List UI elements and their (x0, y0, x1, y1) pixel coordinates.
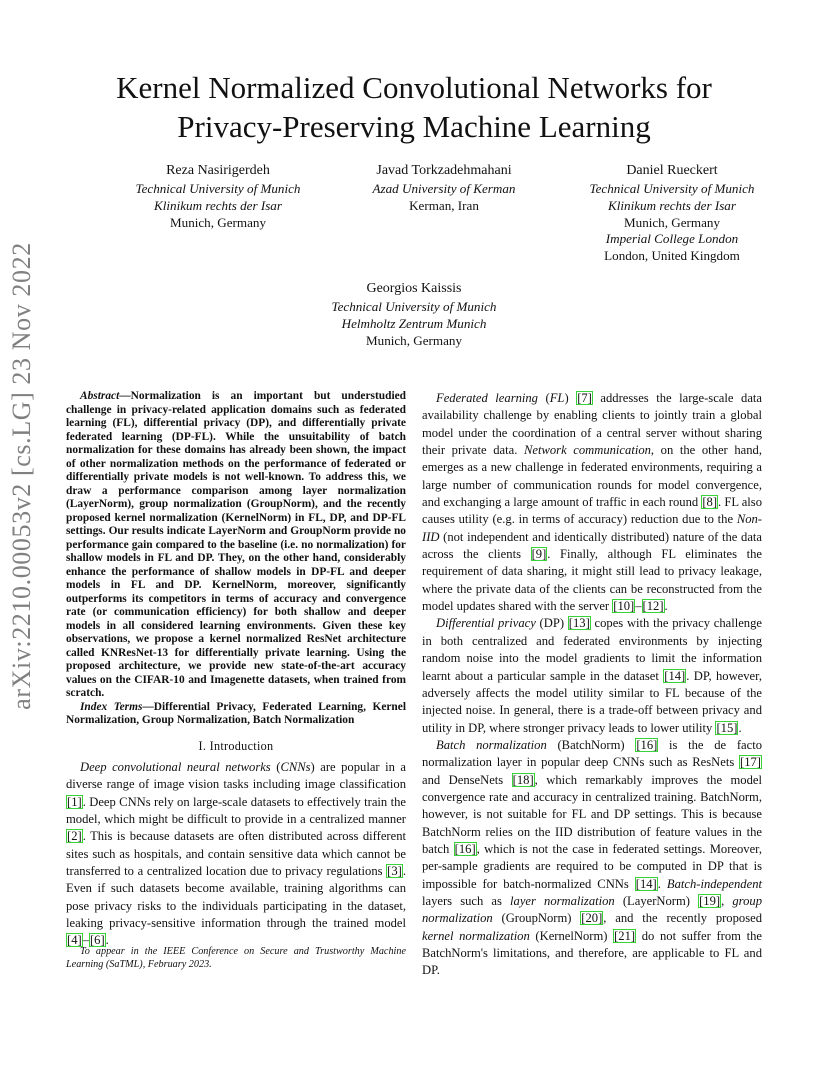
author-name: Reza Nasirigerdeh (166, 163, 270, 178)
text: copes with the privacy challenge in both centralized and federated environments by injecting random noise into the model gradients to limit the information learnt about a particular sample in the dataset (422, 616, 762, 683)
intro-text: . This is because datasets are often distributed across different sites such as hospitals, and contain sensitive data which cannot be transferred to a centralized location due to privacy regulations (66, 829, 406, 878)
text: . (664, 599, 668, 614)
term: Differential privacy (436, 616, 536, 631)
author-affiliation: Azad University of Kerman (372, 181, 516, 196)
text: (LayerNorm) (614, 893, 699, 908)
author-affiliation: Helmholtz Zentrum Munich (341, 315, 487, 331)
citation-link[interactable]: [21] (614, 928, 636, 943)
author-location: Munich, Germany (170, 214, 266, 230)
abstract-text: —Normalization is an important but understudied challenge in privacy-related application domains such as federated learning (FL), differential privacy (DP), and differentially private federated learning (DP-FL). While the unsuitability of batch normalization for these domains has already been shown, the impact of other normalization methods on the performance of federated or differentially private models is not well-known. To address this, we draw a performance comparison among layer normalization (LayerNorm), group normalization (GroupNorm), and the recently proposed kernel normalization (KernelNorm) in FL, DP, and DP-FL settings. Our results indicate LayerNorm and GroupNorm provide no performance gain compared to the baseline (i.e. no normalization) for shallow models in FL and DP. They, on the other hand, considerably enhance the performance of shallow models in DP-FL and deeper models in FL and DP. KernelNorm, moreover, significantly outperforms its competitors in terms of accuracy and convergence rate (or communication efficiency) for both shallow and deeper models in all considered learning environments. Given these key observations, we propose a kernel normalized ResNet architecture called KNResNet-13 for differentially private learning. Using the proposed architecture, we provide new state-of-the-art accuracy values on the CIFAR-10 and Imagenette datasets, when trained from scratch. (66, 390, 406, 699)
term: kernel normalization (422, 928, 530, 943)
term: Batch normalization (436, 737, 547, 752)
text: ) (564, 391, 577, 405)
paragraph-federated-learning (422, 390, 762, 615)
text: , on the other hand, emerges as a new challenge in federated environments, requiring a large number of communication rounds for model convergence, and exchanging a large amount of traffic in each round (422, 443, 762, 510)
paragraph-differential-privacy (422, 615, 762, 736)
text: (not independent and identically distributed) nature of the data across the clients (422, 529, 762, 562)
intro-text: ) are popular in a diverse range of image vision tasks including image classification (66, 759, 407, 792)
footnote: To appear in the IEEE Conference on Secure and Trustworthy Machine Learning (SaTML), February 2023. (66, 946, 406, 970)
left-column (66, 390, 406, 950)
author-name: Javad Torkzadehmahani (376, 163, 512, 178)
citation-link[interactable]: [12] (642, 599, 664, 614)
intro-term: CNNs (280, 759, 311, 774)
citation-link[interactable]: [3] (387, 863, 402, 878)
citation-link[interactable]: [20] (581, 911, 603, 926)
author-affiliation: Technical University of Munich (135, 181, 301, 196)
index-terms-heading: Index Terms (80, 700, 143, 713)
text: ( (537, 391, 550, 405)
term: layer normalization (510, 893, 615, 908)
text: do not suffer from the BatchNorm's limitations, and therefore, are applicable to FL and DP. (422, 928, 762, 978)
author-affiliation: Technical University of Munich (331, 299, 497, 314)
text: (KernelNorm) (529, 928, 614, 943)
text: , and the recently proposed (603, 911, 762, 926)
term: FL (549, 391, 565, 405)
term: Federated learning (436, 391, 538, 405)
citation-link[interactable]: [7] (577, 391, 592, 405)
section-heading-introduction: I. Introduction (198, 738, 274, 753)
intro-paragraph (66, 759, 406, 950)
author-name: Daniel Rueckert (626, 163, 718, 178)
author-location: Kerman, Iran (409, 197, 479, 213)
arxiv-identifier[interactable]: arXiv:2210.00053v2 [cs.LG] 23 Nov 2022 (7, 242, 36, 710)
title-line-1: Kernel Normalized Convolutional Networks for (116, 70, 712, 105)
term: Network communication (523, 443, 651, 458)
citation-link[interactable]: [6] (89, 933, 105, 948)
author-name: Georgios Kaissis (366, 281, 462, 296)
citation-link[interactable]: [8] (702, 495, 718, 510)
text: – (635, 599, 642, 614)
citation-link[interactable]: [16] (454, 841, 476, 856)
citation-link[interactable]: [13] (568, 616, 590, 631)
text: layers such as (422, 893, 511, 908)
right-column (422, 390, 762, 980)
index-terms-text: —Differential Privacy, Federated Learning, Kernel Normalization, Group Normalization, Batch Normalization (66, 700, 406, 726)
text: is the de facto normalization layer in popular deep CNNs such as ResNets (422, 737, 762, 770)
text: , which is not the case in federated settings. Moreover, per-sample gradients are required to be computed in DP that is impossible for batch-normalized CNNs (422, 841, 763, 891)
text: . Finally, although FL eliminates the requirement of data sharing, it might still lead to privacy leakage, where the private data of the clients can be reconstructed from the model updates shared with the server (422, 547, 762, 614)
text: (BatchNorm) (546, 737, 636, 752)
paper-title (60, 68, 768, 146)
text: addresses the large-scale data availability challenge by enabling clients to jointly train a global model under the coordination of a central server without sharing their private data. (422, 391, 763, 458)
citation-link[interactable]: [9] (531, 547, 547, 562)
author-affiliation: Technical University of Munich (589, 181, 755, 196)
paragraph-batch-normalization (422, 737, 762, 980)
author-affiliation: Klinikum rechts der Isar (608, 197, 736, 213)
citation-link[interactable]: [4] (67, 933, 82, 948)
abstract (66, 390, 406, 701)
author-affiliation: Imperial College London (605, 231, 739, 247)
author-location: Munich, Germany (624, 214, 720, 230)
intro-text: – (82, 933, 89, 948)
citation-link[interactable]: [18] (512, 772, 534, 787)
author-block-1 (106, 162, 330, 231)
author-location: London, United Kingdom (604, 248, 740, 264)
abstract-heading: Abstract (80, 390, 120, 402)
text: . FL also causes utility (e.g. in terms of accuracy) reduction due to the (422, 495, 762, 527)
index-terms (66, 701, 406, 728)
citation-link[interactable]: [14] (635, 876, 657, 891)
term: Batch-independent (666, 876, 762, 891)
author-location: Munich, Germany (366, 332, 462, 348)
author-block-3 (560, 162, 784, 265)
text: and DenseNets (422, 772, 512, 787)
citation-link[interactable]: [15] (716, 720, 738, 735)
intro-text: . (105, 933, 109, 948)
citation-link[interactable]: [10] (613, 599, 635, 614)
text: . (738, 720, 742, 735)
text: , (721, 893, 733, 908)
term: group normalization (422, 893, 762, 926)
author-affiliation: Klinikum rechts der Isar (154, 197, 282, 213)
text: . (657, 876, 667, 891)
intro-text: . Deep CNNs rely on large-scale datasets to effectively train the model, which might be difficult to provide in a centralized manner (66, 794, 406, 826)
citation-link[interactable]: [16] (636, 737, 658, 752)
citation-link[interactable]: [17] (740, 755, 761, 770)
citation-link[interactable]: [19] (699, 893, 721, 908)
term: Non-IID (422, 512, 762, 544)
text: , which remarkably improves the model convergence rate and accuracy in centralized training. BatchNorm, however, is not suitable for FL and DP settings. This is because BatchNorm relies on the IID distribution of feature values in the batch (422, 772, 762, 856)
text: . DP, however, adversely affects the model utility similar to FL because of the injected noise. In general, there is a trade-off between privacy and utility in DP, where stronger privacy leads to lower utility (422, 668, 762, 735)
citation-link[interactable]: [2] (67, 829, 82, 844)
author-block-4 (298, 280, 530, 349)
intro-text: . Even if such datasets become available, training algorithms can pose privacy risks to the individuals participating in the dataset, leaking privacy-sensitive information through the trained model (66, 863, 406, 930)
text: (DP) (535, 616, 568, 631)
text: (GroupNorm) (492, 911, 581, 926)
citation-link[interactable]: [1] (67, 794, 82, 809)
author-block-2 (332, 162, 556, 215)
intro-term: Deep convolutional neural networks (80, 759, 271, 774)
intro-text: ( (270, 759, 281, 774)
title-line-2: Privacy-Preserving Machine Learning (177, 109, 651, 144)
citation-link[interactable]: [14] (664, 668, 686, 683)
